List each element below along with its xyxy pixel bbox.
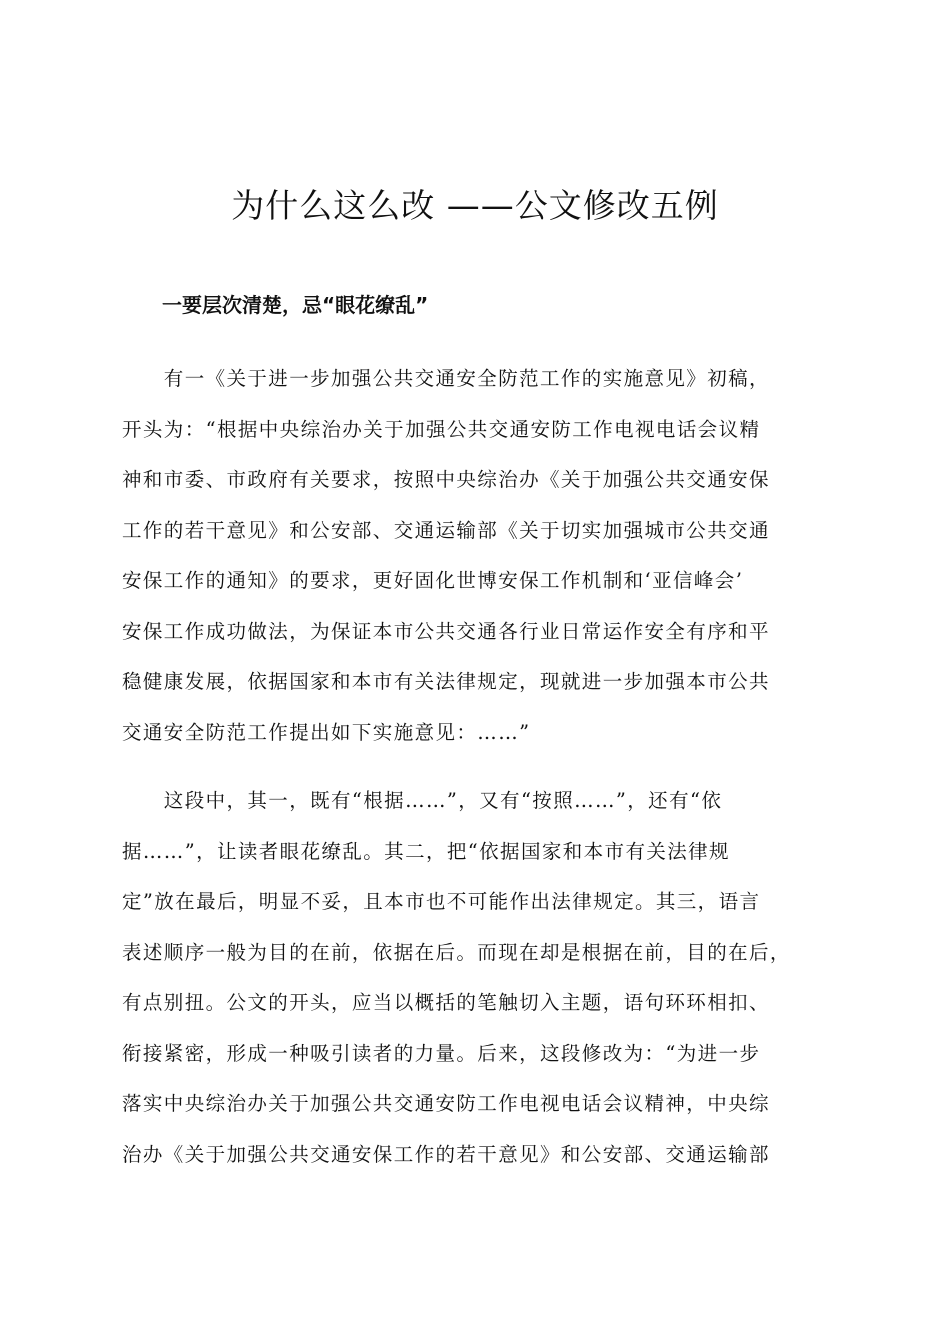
paragraph-line: 稳健康发展，依据国家和本市有关法律规定，现就进一步加强本市公共 — [122, 670, 770, 693]
paragraph-line: 交通安全防范工作提出如下实施意见：……” — [122, 720, 531, 744]
paragraph-line: 安保工作的通知》的要求，更好固化世博安保工作机制和‘亚信峰会’ — [122, 569, 744, 592]
paragraph-line: 落实中央综治办关于加强公共交通安防工作电视电话会议精神，中央综 — [122, 1092, 770, 1115]
paragraph-1 — [122, 354, 834, 758]
paragraph-2 — [122, 776, 834, 1180]
paragraph-line: 这段中，其一，既有“根据……”，又有“按照……”，还有“依 — [122, 789, 723, 812]
paragraph-line: 据……”，让读者眼花缭乱。其二，把“依据国家和本市有关法律规 — [122, 839, 730, 863]
paragraph-line: 衔接紧密，形成一种吸引读者的力量。后来，这段修改为：“为进一步 — [122, 1041, 761, 1065]
paragraph-line: 神和市委、市政府有关要求，按照中央综治办《关于加强公共交通安保 — [122, 468, 770, 491]
section-heading: 一要层次清楚，忌“眼花缭乱” — [162, 293, 429, 317]
paragraph-line: 治办《关于加强公共交通安保工作的若干意见》和公安部、交通运输部 — [122, 1142, 770, 1166]
paragraph-line: 表述顺序一般为目的在前，依据在后。而现在却是根据在前，目的在后， — [122, 940, 791, 964]
paragraph-line: 工作的若干意见》和公安部、交通运输部《关于切实加强城市公共交通 — [122, 518, 770, 542]
paragraph-line: 有一《关于进一步加强公共交通安全防范工作的实施意见》初稿， — [122, 367, 770, 390]
paragraph-line: 开头为：“根据中央综治办关于加强公共交通安防工作电视电话会议精 — [122, 417, 761, 441]
paragraph-line: 安保工作成功做法，为保证本市公共交通各行业日常运作安全有序和平 — [122, 619, 770, 643]
paragraph-line: 定”放在最后，明显不妥，且本市也不可能作出法律规定。其三，语言 — [122, 890, 761, 913]
document-title: 为什么这么改 ——公文修改五例 — [231, 186, 719, 225]
paragraph-line: 有点别扭。公文的开头，应当以概括的笔触切入主题，语句环环相扣、 — [122, 991, 770, 1014]
